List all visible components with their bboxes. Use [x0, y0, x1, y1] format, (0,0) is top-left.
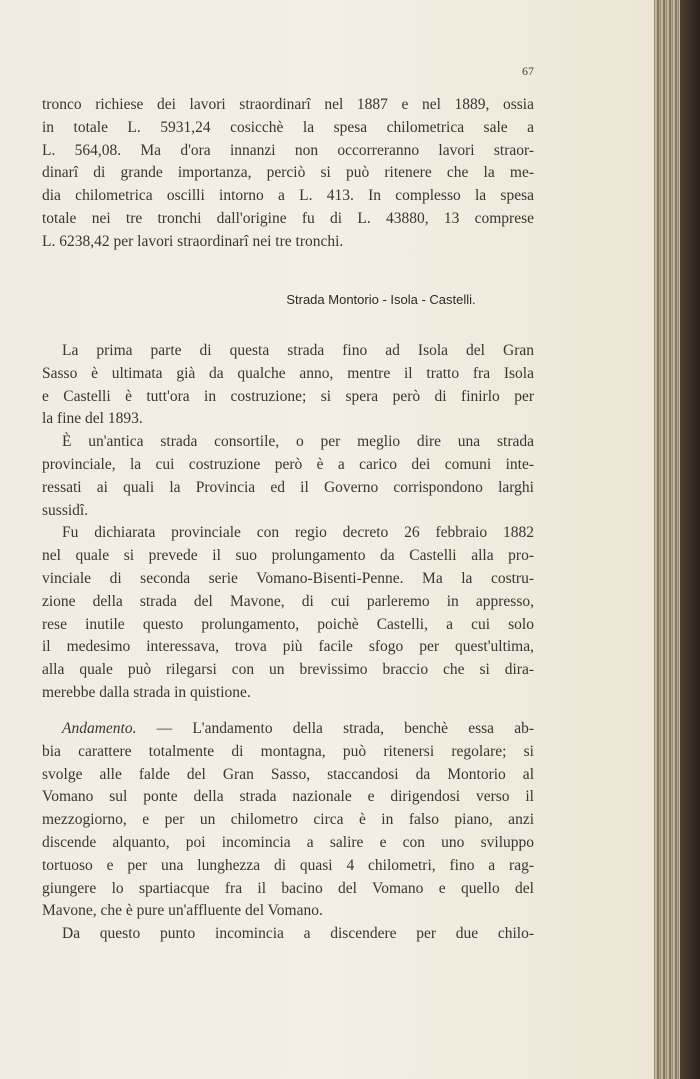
paragraph-block-bottom	[42, 718, 534, 946]
text-line: Vomano sul ponte della strada nazionale e dirigendosi verso il	[42, 788, 534, 806]
section-heading	[0, 292, 658, 307]
text-line: zione della strada del Mavone, di cui parleremo in appresso,	[42, 592, 534, 610]
page-number: 67	[522, 64, 534, 78]
text-line: giungere lo spartiacque fra il bacino del Vomano e quello del	[42, 879, 534, 897]
text-line: mezzogiorno, e per un chilometro circa è in falso piano, anzi	[42, 811, 534, 829]
section-heading-text: Strada Montorio - Isola - Castelli.	[286, 292, 476, 307]
text-line: la fine del 1893.	[42, 410, 143, 428]
paragraph-lead-rest: — L'andamento della strada, benchè essa ab-	[136, 720, 534, 737]
text-line: provinciale, la cui costruzione però è a carico dei comuni inte-	[42, 455, 534, 473]
text-line: e Castelli è tutt'ora in costruzione; si spera però di finirlo per	[42, 387, 534, 405]
text-line: il medesimo interessava, trova più facile sfogo per quest'ultima,	[42, 638, 534, 656]
paragraph-block-top	[42, 94, 534, 254]
text-line: L. 564,08. Ma d'ora innanzi non occorreranno lavori straor-	[42, 141, 534, 159]
text-line: totale nei tre tronchi dall'origine fu di L. 43880, 13 comprese	[42, 209, 534, 227]
text-line: Da questo punto incomincia a discendere per due chilo-	[62, 925, 534, 943]
text-line: nel quale si prevede il suo prolungamento da Castelli alla pro-	[42, 547, 534, 565]
text-line: alla quale può rilegarsi con un brevissimo braccio che si dira-	[42, 661, 534, 679]
text-line: svolge alle falde del Gran Sasso, staccandosi da Montorio al	[42, 765, 534, 783]
text-line: tortuoso e per una lunghezza di quasi 4 chilometri, fino a rag-	[42, 856, 534, 874]
text-line: L. 6238,42 per lavori straordinarî nei tre tronchi.	[42, 232, 344, 250]
text-line: dia chilometrica oscilli intorno a L. 413. In complesso la spesa	[42, 187, 534, 205]
text-line: merebbe dalla strada in quistione.	[42, 683, 251, 701]
text-line: Mavone, che è pure un'affluente del Vomano.	[42, 902, 323, 920]
text-line: Fu dichiarata provinciale con regio decreto 26 febbraio 1882	[62, 524, 534, 542]
text-line: La prima parte di questa strada fino ad Isola del Gran	[62, 342, 534, 359]
text-line: discende alquanto, poi incomincia a salire e con uno sviluppo	[42, 833, 534, 851]
paragraph-lead: Andamento.	[62, 720, 137, 737]
text-line: sussidî.	[42, 501, 89, 519]
text-line: tronco richiese dei lavori straordinarî nel 1887 e nel 1889, ossia	[42, 96, 534, 113]
text-line: È un'antica strada consortile, o per meglio dire una strada	[62, 433, 534, 451]
text-line: vinciale di seconda serie Vomano-Bisenti-Penne. Ma la costru-	[42, 569, 534, 587]
text-line: dinarî di grande importanza, perciò si può ritenere che la me-	[42, 164, 534, 182]
text-line-first	[42, 718, 534, 741]
text-line: Sasso è ultimata già da qualche anno, mentre il tratto fra Isola	[42, 364, 534, 382]
paragraph-block-middle	[42, 340, 534, 705]
text-line: rese inutile questo prolungamento, poichè Castelli, a cui solo	[42, 615, 534, 633]
page-edges	[654, 0, 700, 1079]
text-line: in totale L. 5931,24 cosicchè la spesa chilometrica sale a	[42, 118, 534, 136]
text-line: bia carattere totalmente di montagna, può ritenersi regolare; si	[42, 742, 534, 760]
text-line: ressati ai quali la Provincia ed il Governo corrispondono larghi	[42, 478, 534, 496]
